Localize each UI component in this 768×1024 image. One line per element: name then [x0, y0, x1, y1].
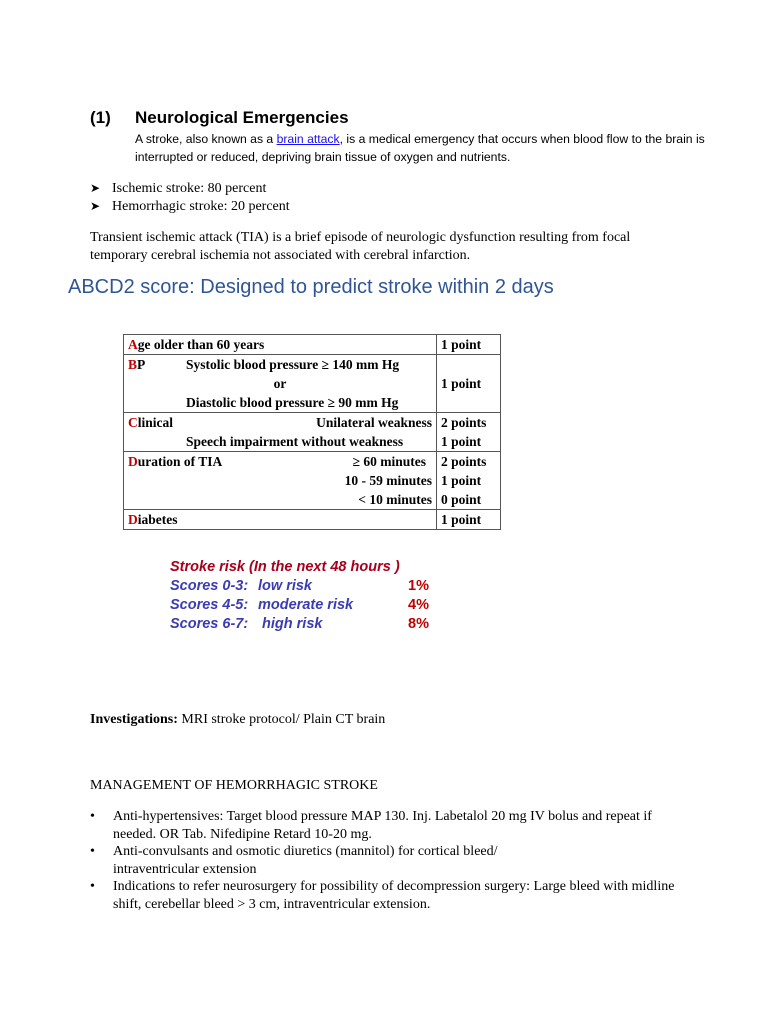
- arrow-bullet-icon: ➤: [90, 181, 101, 195]
- investigations-text: MRI stroke protocol/ Plain CT brain: [177, 712, 386, 727]
- risk-row: Scores 0-3: low risk 1%: [170, 578, 429, 594]
- list-item: [90, 878, 680, 914]
- bullet-icon: •: [90, 844, 95, 859]
- criterion-age: Age older than 60 years: [124, 335, 437, 355]
- points-bp: 1 point: [437, 355, 501, 413]
- stroke-risk-box: [170, 558, 440, 634]
- bullet-icon: •: [90, 879, 95, 894]
- section-number: (1): [90, 108, 111, 127]
- list-item: [90, 808, 680, 844]
- intro-text-end: , is a medical emergency that occurs when blood flow to the brain is interrupted or reduced, depriving brain tissue of oxygen and nutrients.: [135, 132, 705, 164]
- risk-row: Scores 4-5: moderate risk 4%: [170, 597, 429, 613]
- list-item-text: Indications to refer neurosurgery for possibility of decompression surgery: Large bleed with midline shift, cerebellar bleed > 3 cm, intraventricular extension.: [113, 879, 675, 912]
- abcd2-table: [123, 334, 501, 530]
- list-item: [90, 843, 680, 879]
- criterion-bp: BP Systolic blood pressure ≥ 140 mm Hg or Diastolic blood pressure ≥ 90 mm Hg: [124, 355, 437, 413]
- points-clinical: 2 points 1 point: [437, 413, 501, 452]
- points-age: 1 point: [437, 335, 501, 355]
- intro-text-start: A stroke, also known as a: [135, 132, 277, 146]
- investigations-label: Investigations:: [90, 712, 178, 727]
- criterion-diabetes: Diabetes: [124, 510, 437, 530]
- intro-paragraph: [135, 130, 735, 166]
- list-item-text: Hemorrhagic stroke: 20 percent: [112, 199, 290, 214]
- list-item-text: Anti-hypertensives: Target blood pressure MAP 130. Inj. Labetalol 20 mg IV bolus and repeat if needed. OR Tab. Nifedipine Retard 10-20 mg.: [113, 809, 652, 842]
- table-row: [124, 413, 501, 452]
- risk-row: Scores 6-7: high risk 8%: [170, 616, 429, 632]
- investigations-line: [90, 712, 385, 728]
- list-item-text: Anti-convulsants and osmotic diuretics (mannitol) for cortical bleed/ intraventricular extension: [113, 844, 498, 877]
- stroke-risk-title: Stroke risk (In the next 48 hours ): [170, 559, 400, 575]
- brain-attack-link[interactable]: brain attack: [276, 132, 340, 146]
- management-heading: MANAGEMENT OF HEMORRHAGIC STROKE: [90, 778, 378, 793]
- table-row: [124, 335, 501, 355]
- table-row: [124, 452, 501, 510]
- abcd-heading: ABCD2 score: Designed to predict stroke within 2 days: [68, 276, 554, 298]
- list-item: [90, 179, 266, 198]
- points-duration: 2 points 1 point 0 point: [437, 452, 501, 510]
- list-item: [90, 197, 290, 216]
- criterion-clinical: Clinical Unilateral weakness Speech impairment without weakness: [124, 413, 437, 452]
- bullet-icon: •: [90, 809, 95, 824]
- points-diabetes: 1 point: [437, 510, 501, 530]
- tia-paragraph: Transient ischemic attack (TIA) is a brief episode of neurologic dysfunction resulting from focal temporary cerebral ischemia not associated with cerebral infarction.: [90, 230, 631, 263]
- table-row: [124, 510, 501, 530]
- section-title: Neurological Emergencies: [135, 108, 349, 127]
- arrow-bullet-icon: ➤: [90, 199, 101, 213]
- criterion-duration: Duration of TIA ≥ 60 minutes 10 - 59 minutes < 10 minutes: [124, 452, 437, 510]
- list-item-text: Ischemic stroke: 80 percent: [112, 181, 267, 196]
- table-row: [124, 355, 501, 413]
